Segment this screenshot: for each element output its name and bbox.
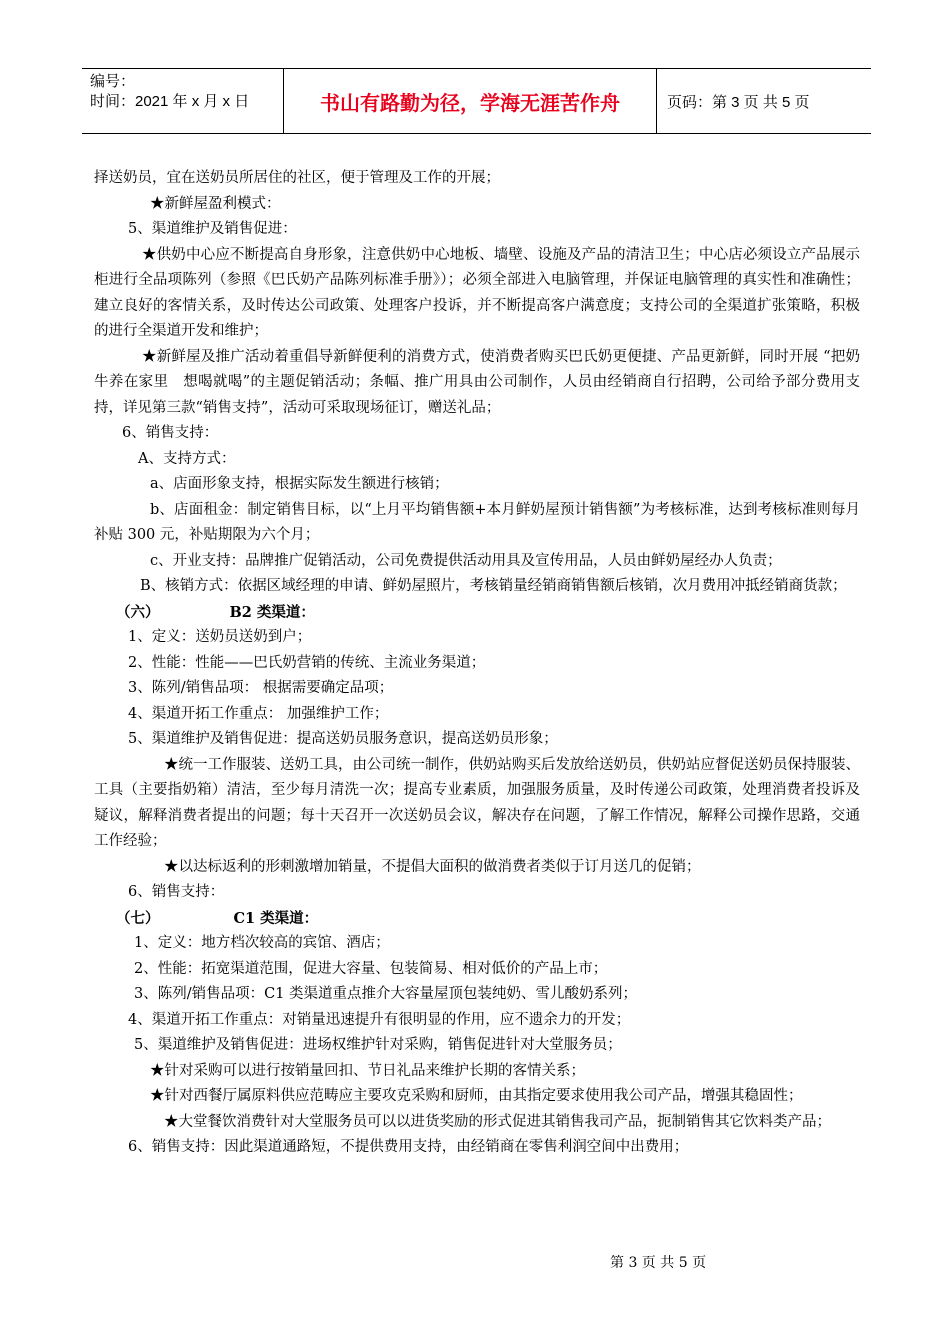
paragraph: c、开业支持：品牌推广促销活动，公司免费提供活动用具及宣传用品，人员由鲜奶屋经办人负责； xyxy=(150,552,782,569)
paragraph: 1、定义：地方档次较高的宾馆、酒店； xyxy=(134,935,390,951)
paragraph: ★针对西餐厅属原料供应范畴应主要攻克采购和厨师，由其指定要求使用我公司产品，增强其稳固性； xyxy=(150,1088,803,1104)
paragraph: ★大堂餐饮消费针对大堂服务员可以以进货奖励的形式促进其销售我司产品，扼制销售其它饮料类产品； xyxy=(164,1113,831,1130)
paragraph: 4、渠道开拓工作重点： 加强维护工作； xyxy=(128,705,389,722)
section-title: C1 类渠道： xyxy=(233,909,319,927)
paragraph: ★针对采购可以进行按销量回扣、节日礼品来维护长期的客情关系； xyxy=(150,1062,585,1079)
page-header xyxy=(82,68,871,134)
paragraph: ★以达标返利的形刺激增加销量，不提倡大面积的做消费者类似于订月送几的促销； xyxy=(164,858,701,875)
document-body xyxy=(94,166,860,1161)
paragraph: 5、渠道维护及销售促进：提高送奶员服务意识，提高送奶员形象； xyxy=(128,731,558,747)
section-number: （七） xyxy=(116,909,160,927)
page-footer: 第 3 页 共 5 页 xyxy=(610,1255,707,1271)
paragraph: 3、陈列/销售品项： 根据需要确定品项； xyxy=(128,680,394,696)
header-page-info: 页码：第 3 页 共 5 页 xyxy=(667,93,810,111)
section-number: （六） xyxy=(116,603,160,621)
paragraph: 5、渠道维护及销售促进： xyxy=(128,221,297,237)
paragraph: a、店面形象支持，根据实际发生额进行核销； xyxy=(150,476,449,492)
header-date: 时间：2021 年 x 月 x 日 xyxy=(90,93,250,110)
header-meta xyxy=(82,69,284,133)
paragraph: b、店面租金：制定销售目标，以“上月平均销售额+本月鲜奶屋预计销售额”为考核标准，达到考核标准则每月补贴 300 元，补贴期限为六个月； xyxy=(94,501,860,543)
paragraph: 4、渠道开拓工作重点：对销量迅速提升有很明显的作用，应不遗余力的开发； xyxy=(128,1011,631,1028)
paragraph: 1、定义：送奶员送奶到户； xyxy=(128,629,312,645)
paragraph: A、支持方式： xyxy=(138,450,236,467)
paragraph: 6、销售支持：因此渠道通路短，不提供费用支持，由经销商在零售利润空间中出费用； xyxy=(128,1139,689,1155)
paragraph: ★新鲜屋及推广活动着重倡导新鲜便利的消费方式，使消费者购买巴氏奶更便捷、产品更新鲜，同时开展 “把奶牛养在家里 想喝就喝”的主题促销活动；条幅、推广用具由公司制作，人员由经销商自行招聘，公司给予部分费用支持，详见第三款“销售支持”，活动可采取现场征订，赠送礼品； xyxy=(94,348,860,416)
header-motto: 书山有路勤为径，学海无涯苦作舟 xyxy=(284,69,657,133)
paragraph: 择送奶员，宜在送奶员所居住的社区，便于管理及工作的开展； xyxy=(94,170,500,186)
paragraph: 6、销售支持： xyxy=(122,425,219,441)
section-title: B2 类渠道： xyxy=(229,603,315,621)
paragraph: 5、渠道维护及销售促进：进场权维护针对采购，销售促进针对大堂服务员； xyxy=(134,1037,622,1053)
paragraph: B、核销方式：依据区域经理的申请、鲜奶屋照片，考核销量经销商销售额后核销，次月费用冲抵经销商货款； xyxy=(140,578,847,594)
paragraph: ★统一工作服装、送奶工具，由公司统一制作，供奶站购买后发放给送奶员，供奶站应督促送奶员保持服装、工具（主要指奶箱）清洁，至少每月清洗一次；提高专业素质，加强服务质量，及时传递公司政策，处理消费者投诉及疑议，解释消费者提出的问题；每十天召开一次送奶员会议，解决存在问题，了解工作情况，解释公司操作思路，交通工作经验； xyxy=(94,756,860,849)
header-number: 编号： xyxy=(90,73,136,90)
paragraph: ★供奶中心应不断提高自身形象，注意供奶中心地板、墙壁、设施及产品的清洁卫生；中心店必须设立产品展示柜进行全品项陈列（参照《巴氏奶产品陈列标准手册》）；必须全部进入电脑管理，并保证电脑管理的真实性和准确性；建立良好的客情关系，及时传达公司政策、处理客户投诉，并不断提高客户满意度；支持公司的全渠道扩张策略，积极的进行全渠道开发和维护； xyxy=(94,246,860,339)
section-heading-7 xyxy=(94,906,860,932)
paragraph: ★新鲜屋盈利模式： xyxy=(150,195,281,212)
paragraph: 3、陈列/销售品项：C1 类渠道重点推介大容量屋顶包装纯奶、雪儿酸奶系列； xyxy=(134,986,638,1002)
paragraph: 2、性能：拓宽渠道范围，促进大容量、包装简易、相对低价的产品上市； xyxy=(134,960,608,977)
paragraph: 6、销售支持： xyxy=(128,884,225,900)
paragraph: 2、性能：性能——巴氏奶营销的传统、主流业务渠道； xyxy=(128,654,486,671)
section-heading-6 xyxy=(94,600,860,626)
